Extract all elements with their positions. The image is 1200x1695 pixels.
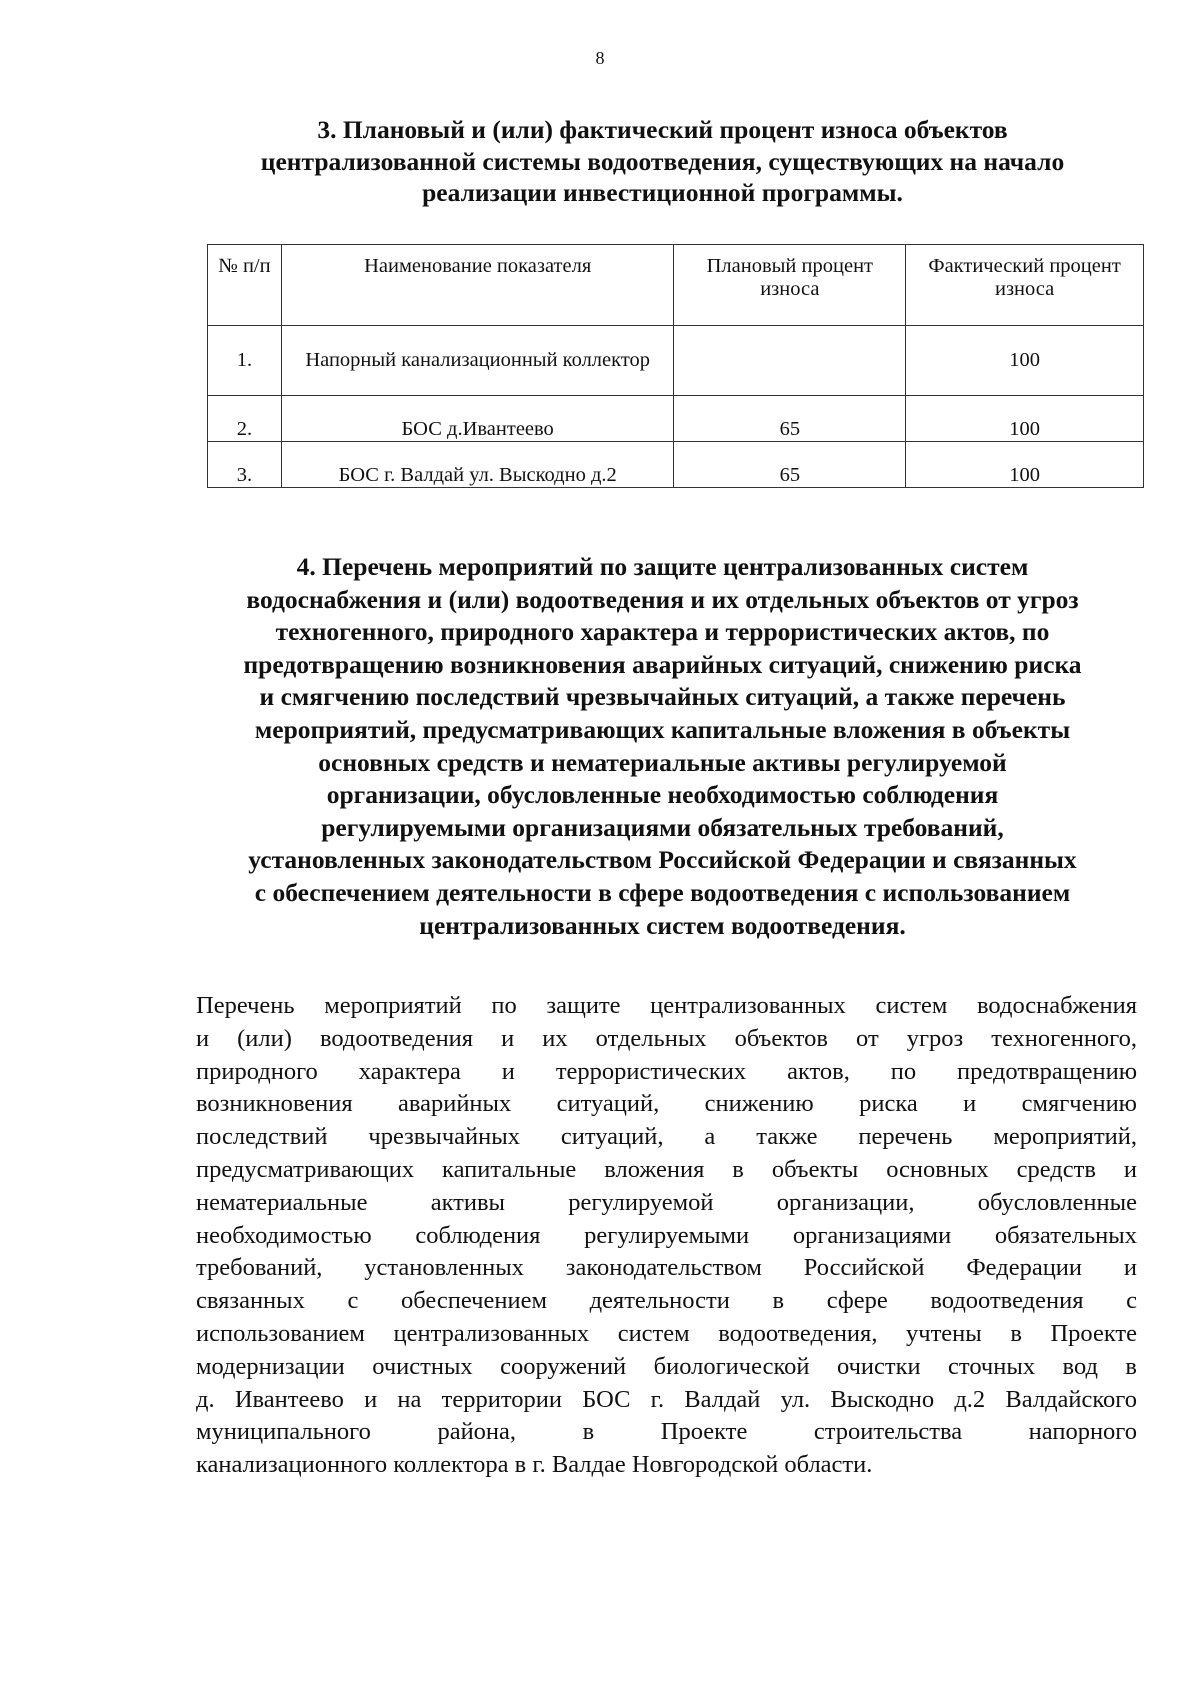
paragraph-line: требований, установленных законодательством Российской Федерации и: [196, 1254, 1137, 1282]
heading-line: регулируемыми организациями обязательных требований,: [321, 812, 1004, 842]
planned-wear: 65: [674, 396, 906, 442]
heading-line: реализации инвестиционной программы.: [422, 178, 903, 207]
table-row: [208, 396, 1144, 442]
heading-line: 3. Плановый и (или) фактический процент износа объектов: [317, 115, 1008, 144]
heading-line: водоснабжения и (или) водоотведения и их отдельных объектов от угроз: [246, 584, 1079, 614]
section-4-heading: [190, 551, 1135, 942]
table-row: [208, 442, 1144, 488]
column-header-name: Наименование показателя: [281, 245, 674, 326]
heading-line: 4. Перечень мероприятий по защите централизованных систем: [296, 552, 1029, 581]
actual-wear: 100: [906, 326, 1144, 396]
indicator-name: БОС д.Ивантеево: [281, 396, 674, 442]
section-4-body-paragraph: [196, 990, 1137, 1482]
paragraph-line: нематериальные активы регулируемой организации, обусловленные: [196, 1188, 1137, 1216]
column-header-actual: Фактический процент износа: [906, 245, 1144, 326]
paragraph-line: модернизации очистных сооружений биологической очистки сточных вод в: [196, 1352, 1137, 1380]
paragraph-line: последствий чрезвычайных ситуаций, а также перечень мероприятий,: [196, 1123, 1137, 1151]
heading-line: централизованной системы водоотведения, существующих на начало: [260, 146, 1065, 176]
paragraph-line: Перечень мероприятий по защите централизованных систем водоснабжения: [196, 992, 1137, 1019]
row-number: 1.: [208, 326, 282, 396]
indicator-name: Напорный канализационный коллектор: [281, 326, 674, 396]
column-header-number: № п/п: [208, 245, 282, 326]
paragraph-line: и (или) водоотведения и их отдельных объектов от угроз техногенного,: [196, 1024, 1137, 1052]
paragraph-line: связанных с обеспечением деятельности в сфере водоотведения с: [196, 1287, 1137, 1315]
paragraph-line: использованием централизованных систем водоотведения, учтены в Проекте: [196, 1319, 1137, 1347]
paragraph-line: муниципального района, в Проекте строительства напорного: [196, 1418, 1137, 1446]
table-header-row: [208, 245, 1144, 326]
paragraph-line: предусматривающих капитальные вложения в объекты основных средств и: [196, 1155, 1137, 1183]
indicator-name: БОС г. Валдай ул. Выскодно д.2: [281, 442, 674, 488]
heading-line: предотвращению возникновения аварийных ситуаций, снижению риска: [243, 649, 1082, 679]
paragraph-line: природного характера и террористических актов, по предотвращению: [196, 1057, 1137, 1085]
heading-line: установленных законодательством Российской Федерации и связанных: [248, 845, 1077, 875]
actual-wear: 100: [906, 396, 1144, 442]
column-header-planned: Плановый процент износа: [674, 245, 906, 326]
actual-wear: 100: [906, 442, 1144, 488]
row-number: 2.: [208, 396, 282, 442]
row-number: 3.: [208, 442, 282, 488]
planned-wear: [674, 326, 906, 396]
heading-line: организации, обусловленные необходимостью соблюдения: [326, 780, 999, 810]
page-number: 8: [595, 48, 605, 68]
paragraph-line: необходимостью соблюдения регулируемыми организациями обязательных: [196, 1221, 1137, 1249]
heading-line: техногенного, природного характера и террористических актов, по: [275, 617, 1050, 647]
table-row: [208, 326, 1144, 396]
paragraph-line: возникновения аварийных ситуаций, снижению риска и смягчению: [196, 1090, 1137, 1118]
wear-percentage-table: [207, 244, 1144, 488]
paragraph-line: канализационного коллектора в г. Валдае Новгородской области.: [196, 1451, 873, 1479]
paragraph-line: д. Ивантеево и на территории БОС г. Валдай ул. Выскодно д.2 Валдайского: [196, 1385, 1137, 1413]
heading-line: основных средств и нематериальные активы регулируемой: [318, 747, 1007, 777]
section-3-heading: [190, 114, 1135, 209]
heading-line: централизованных систем водоотведения.: [419, 910, 906, 940]
planned-wear: 65: [674, 442, 906, 488]
heading-line: мероприятий, предусматривающих капитальные вложения в объекты: [254, 714, 1071, 744]
heading-line: и смягчению последствий чрезвычайных ситуаций, а также перечень: [259, 682, 1066, 712]
heading-line: с обеспечением деятельности в сфере водоотведения с использованием: [254, 877, 1071, 907]
